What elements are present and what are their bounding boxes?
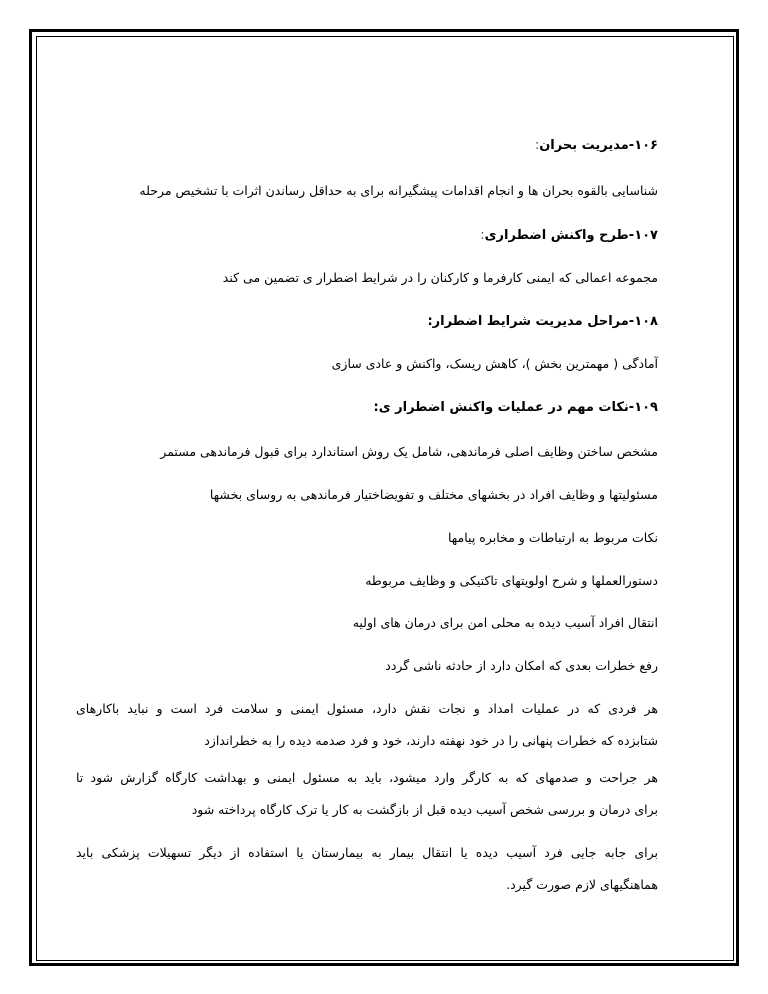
paragraph-line: برای درمان و بررسی شخص آسیب دیده قبل از بازگشت به کار یا ترک کارگاه پرداخته شود <box>191 802 658 817</box>
heading-colon: : <box>480 228 485 243</box>
paragraph: مجموعه اعمالی که ایمنی کارفرما و کارکنان را در شرایط اضطرار ی تضمین می کند <box>222 270 658 285</box>
paragraph: نکات مربوط به ارتباطات و مخابره پیامها <box>447 530 658 545</box>
heading-text: ۱۰۶-مدیریت بحران <box>539 138 658 153</box>
paragraph: انتقال افراد آسیب دیده به محلی امن برای درمان های اولیه <box>352 615 658 630</box>
heading-colon: : <box>534 138 540 153</box>
paragraph: آمادگی ( مهمترین بخش )، کاهش ریسک، واکنش و عادی سازی <box>331 356 658 371</box>
paragraph-line: شتابزده که خطرات پنهانی را در خود نهفته دارند، خود و فرد صدمه دیده را به خطراندازد <box>204 733 658 748</box>
paragraph-line: هر فردی که در عملیات امداد و نجات نقش دارد، مسئول ایمنی و سلامت فرد است و نباید باکارهای <box>76 701 658 716</box>
section-heading-109 <box>374 400 659 416</box>
heading-text: ۱۰۸-مراحل مدیریت شرایط اضطرار: <box>427 314 658 329</box>
paragraph: رفع خطرات بعدی که امکان دارد از حادثه ناشی گردد <box>385 658 658 673</box>
section-heading-107 <box>480 228 658 244</box>
section-heading-108 <box>427 314 658 330</box>
document-body <box>76 0 658 994</box>
paragraph-line: هماهنگیهای لازم صورت گیرد. <box>506 877 658 892</box>
paragraph-line: هر جراحت و صدمهای که به کارگر وارد میشود، باید به مسئول ایمنی و بهداشت کارگاه گزارش شود تا <box>76 770 658 785</box>
heading-text: ۱۰۷-طرح واکنش اضطراری <box>484 228 658 243</box>
paragraph: دستورالعملها و شرح اولویتهای تاکتیکی و وظایف مربوطه <box>365 573 658 588</box>
paragraph-line: برای جابه جایی فرد آسیب دیده یا انتقال بیمار به بیمارستان یا استفاده از دیگر تسهیلات پزشکی باید <box>76 845 658 860</box>
section-heading-106 <box>535 138 658 154</box>
paragraph: مشخص ساختن وظایف اصلی فرماندهی، شامل یک روش استاندارد برای قبول فرماندهی مستمر <box>160 444 658 459</box>
paragraph: مسئولیتها و وظایف افراد در بخشهای مختلف و تفویضاختیار فرماندهی به روسای بخشها <box>209 487 658 502</box>
heading-text: ۱۰۹-نکات مهم در عملیات واکنش اضطرار ی: <box>373 400 658 415</box>
paragraph: شناسایی بالقوه بحران ها و انجام اقدامات پیشگیرانه برای به حداقل رساندن اثرات با تشخیص مرحله <box>139 183 658 198</box>
